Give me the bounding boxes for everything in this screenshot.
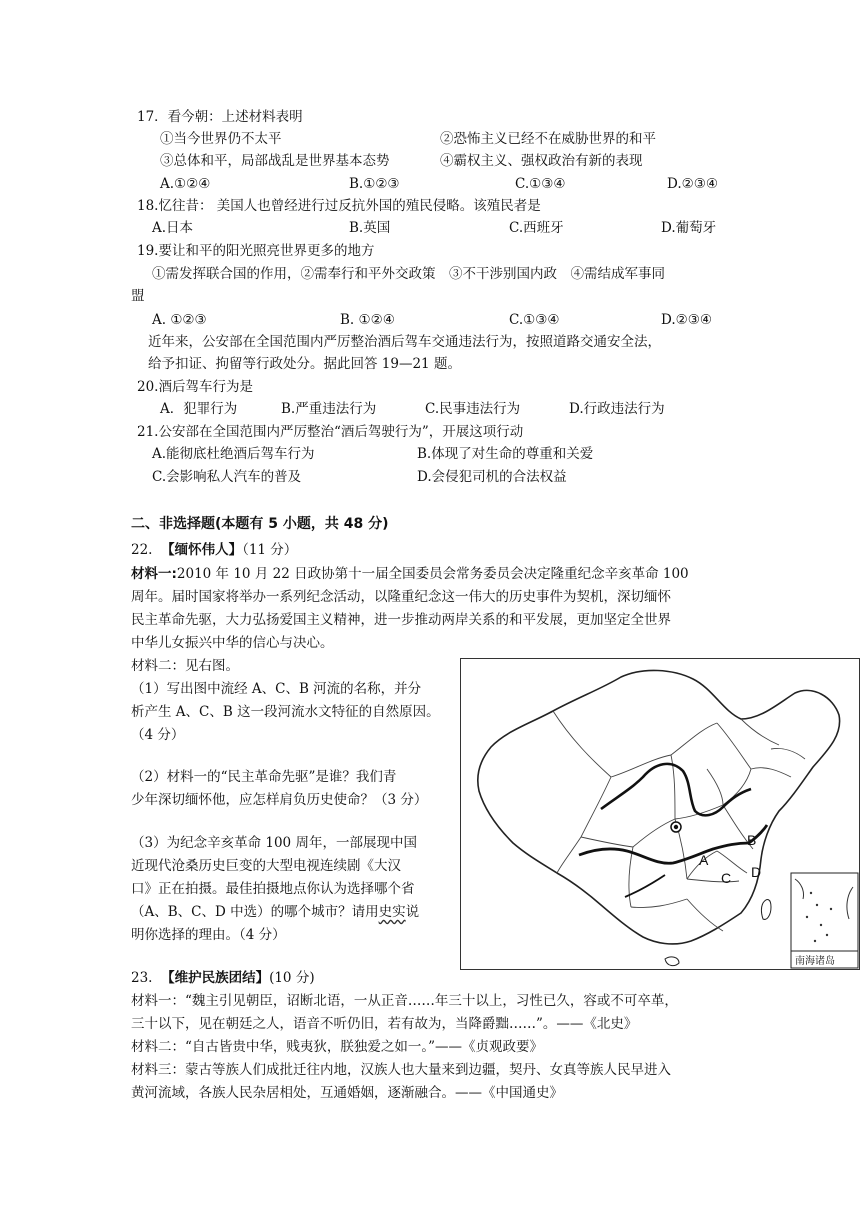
q22-part-3-text: （A、B、C、D 中选）的哪个城市？请用 xyxy=(131,904,379,920)
intro-line-2: 给予扣证、拘留等行政处分。据此回答 19—21 题。 xyxy=(148,356,461,372)
q21-option-c: C.会影响私人汽车的普及 xyxy=(152,469,302,485)
map-label-c: C xyxy=(721,870,732,886)
q18-option-d: D.葡萄牙 xyxy=(661,220,717,236)
section-2-heading: 二、非选择题(本题有 5 小题，共 48 分) xyxy=(131,516,389,532)
china-outline xyxy=(478,670,840,944)
inset-label: 南海诸岛 xyxy=(795,956,835,967)
q17-statement-2: ②恐怖主义已经不在威胁世界的和平 xyxy=(440,131,656,147)
taiwan-island xyxy=(762,900,772,920)
province-borders xyxy=(553,711,805,931)
south-china-sea-inset xyxy=(791,873,858,968)
yellow-river xyxy=(601,764,751,815)
q22-material-1-line-3: 民主革命先驱，大力弘扬爱国主义精神，进一步推动两岸关系的和平发展，更加坚定全世界 xyxy=(131,612,671,628)
q19-option-c: C.①③④ xyxy=(509,312,560,328)
q22-part-3-text-end: 说 xyxy=(405,904,420,920)
q23-title: 【维护民族团结】 xyxy=(161,970,270,986)
q22-title: 【缅怀伟人】 xyxy=(161,542,243,558)
hainan-island xyxy=(665,957,679,966)
q23-material-1-line-2: 三十以下，见在朝廷之人，语音不听仍旧，若有故为，当降爵黜……”。——《北史》 xyxy=(131,1016,638,1032)
q22-part-3-line-2: 近现代沧桑历史巨变的大型电视连续剧《大汉 xyxy=(131,858,401,874)
q17-statement-1: ①当今世界仍不太平 xyxy=(160,131,282,147)
map-label-a: A xyxy=(699,852,709,868)
q17-statement-3: ③总体和平，局部战乱是世界基本态势 xyxy=(160,153,390,169)
map-label-b: B xyxy=(747,832,757,848)
q17-statement-4: ④霸权主义、强权政治有新的表现 xyxy=(440,153,643,169)
q19-option-a: A. ①②③ xyxy=(152,312,207,328)
q18-option-c: C.西班牙 xyxy=(509,220,564,236)
q22-part-3-line-4 xyxy=(131,902,419,922)
q22-part-3-line-3: 口》正在拍摄。最佳拍摄地点你认为选择哪个省 xyxy=(131,881,415,897)
q22-heading xyxy=(131,540,297,560)
q22-part-3-underlined: 史实 xyxy=(378,904,406,920)
q17-option-c: C.①③④ xyxy=(515,176,566,192)
q22-part-1-line-3: （4 分） xyxy=(131,727,185,743)
q23-score: (10 分) xyxy=(269,970,315,986)
intro-line-1: 近年来，公安部在全国范围内严厉整治酒后驾车交通违法行为，按照道路交通安全法， xyxy=(148,334,661,350)
q19-option-d: D.②③④ xyxy=(661,312,712,328)
q20-option-d: D.行政违法行为 xyxy=(569,401,665,417)
q22-material-1-line-1 xyxy=(131,564,689,584)
q21-option-a: A.能彻底杜绝酒后驾车行为 xyxy=(152,446,315,462)
q22-score: （11 分） xyxy=(242,542,298,558)
q18-option-b: B.英国 xyxy=(349,220,391,236)
q18-stem: 18.忆往昔： 美国人也曾经进行过反抗外国的殖民侵略。该殖民者是 xyxy=(137,198,541,214)
q22-material-1-line-2: 周年。届时国家将举办一系列纪念活动，以隆重纪念这一伟大的历史事件为契机，深切缅怀 xyxy=(131,589,671,605)
q22-material-1-text: 2010 年 10 月 22 日政协第十一届全国委员会常务委员会决定隆重纪念辛亥革命 100 xyxy=(176,566,689,582)
q19-option-b: B. ①②④ xyxy=(340,312,395,328)
q20-option-c: C.民事违法行为 xyxy=(425,401,521,417)
q22-part-2-line-2: 少年深切缅怀他，应怎样肩负历史使命？（3 分） xyxy=(131,792,428,808)
q22-material-1-label: 材料一: xyxy=(131,566,177,582)
q19-statements-cont: 盟 xyxy=(131,288,145,304)
q21-option-b: B.体现了对生命的尊重和关爱 xyxy=(417,446,594,462)
q19-statements: ①需发挥联合国的作用，②需奉行和平外交政策 ③不干涉别国内政 ④需结成军事同 xyxy=(152,266,665,282)
q23-heading xyxy=(131,968,315,988)
q22-part-3-line-1: （3）为纪念辛亥革命 100 周年，一部展现中国 xyxy=(131,835,417,851)
china-map-drawing xyxy=(461,659,859,969)
q19-stem: 19.要让和平的阳光照亮世界更多的地方 xyxy=(137,243,375,259)
q17-option-d: D.②③④ xyxy=(667,176,718,192)
q23-material-1-line-1: 材料一：“魏主引见朝臣，诏断北语，一从正音……年三十以上，习性已久，容或不可卒革， xyxy=(131,993,678,1009)
map-label-d: D xyxy=(751,864,762,880)
q22-part-3-line-5: 明你选择的理由。（4 分） xyxy=(131,927,286,943)
q17-option-a: A.①②④ xyxy=(160,176,211,192)
q22-material-2: 材料二：见右图。 xyxy=(131,658,239,674)
q23-number: 23. xyxy=(131,970,153,986)
q22-material-1-line-4: 中华儿女振兴中华的信心与决心。 xyxy=(131,635,334,651)
q20-option-a: A．犯罪行为 xyxy=(160,401,238,417)
q23-material-2: 材料二：“自古皆贵中华，贱夷狄，朕独爱之如一。”——《贞观政要》 xyxy=(131,1039,544,1055)
q21-stem: 21.公安部在全国范围内严厉整治“酒后驾驶行为”，开展这项行动 xyxy=(137,424,524,440)
china-map-figure xyxy=(460,658,860,970)
q22-number: 22. xyxy=(131,542,153,558)
q21-option-d: D.会侵犯司机的合法权益 xyxy=(417,469,567,485)
q20-stem: 20.酒后驾车行为是 xyxy=(137,379,253,395)
q23-material-3-line-2: 黄河流域，各族人民杂居相处，互通婚姻，逐渐融合。——《中国通史》 xyxy=(131,1085,563,1101)
q18-option-a: A.日本 xyxy=(152,220,194,236)
q23-material-3-line-1: 材料三：蒙古等族人们成批迁往内地，汉族人也大量来到边疆，契丹、女真等族人民早进入 xyxy=(131,1062,671,1078)
river-branch xyxy=(625,875,665,897)
q22-part-1-line-2: 析产生 A、C、B 这一段河流水文特征的自然原因。 xyxy=(131,704,440,720)
q17-stem: 17．看今朝：上述材料表明 xyxy=(137,109,303,125)
q22-part-2-line-1: （2）材料一的“民主革命先驱”是谁？我们青 xyxy=(131,769,397,785)
q17-option-b: B.①②③ xyxy=(349,176,400,192)
q22-part-1-line-1: （1）写出图中流经 A、C、B 河流的名称，并分 xyxy=(131,681,422,697)
q20-option-b: B.严重违法行为 xyxy=(281,401,377,417)
